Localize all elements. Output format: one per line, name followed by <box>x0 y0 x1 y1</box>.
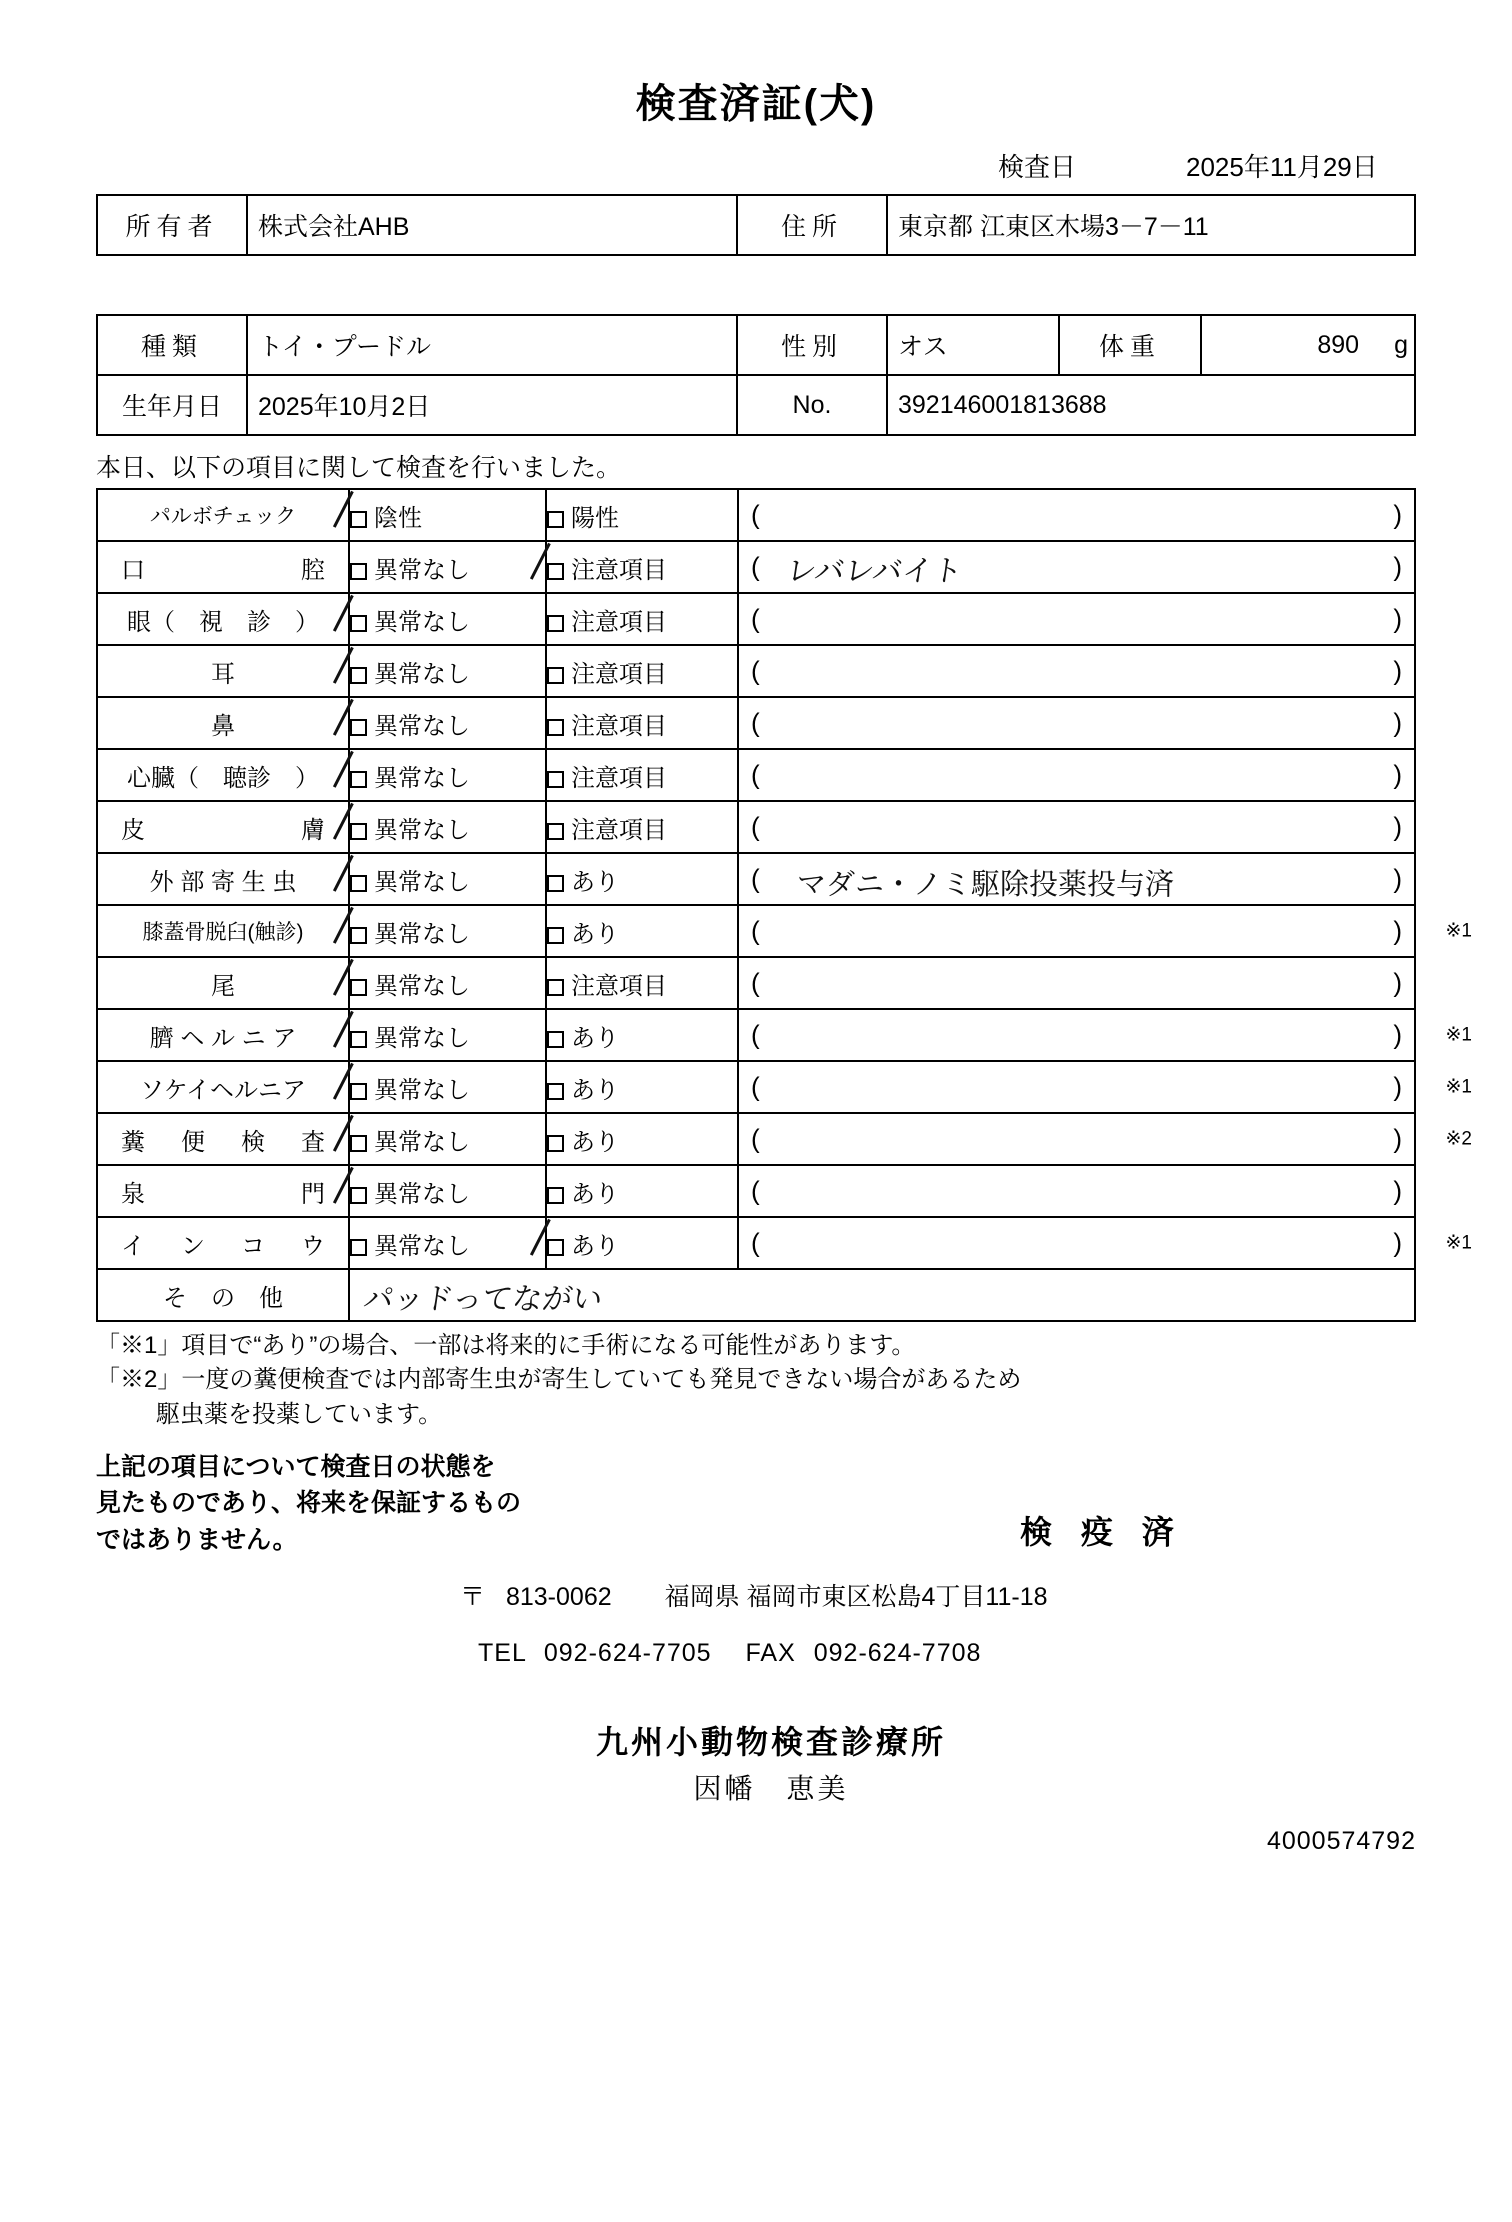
item-label <box>97 593 349 645</box>
item-option-1-label: 異常なし <box>374 920 470 948</box>
owner-row <box>97 195 1415 255</box>
checkbox-icon[interactable] <box>547 719 564 736</box>
item-option-1[interactable] <box>349 749 546 801</box>
exam-date-label: 検査日 <box>997 152 1076 182</box>
item-remark-cell[interactable] <box>738 489 1415 541</box>
item-remark-cell[interactable] <box>738 1009 1472 1061</box>
item-option-1[interactable] <box>349 801 546 853</box>
paren-right: ) <box>1393 915 1402 946</box>
inspection-row <box>97 957 1415 1009</box>
checkbox-icon[interactable] <box>547 1083 564 1100</box>
breed-label: 種類 <box>97 315 247 375</box>
inspection-row <box>97 1113 1415 1165</box>
item-option-1-label: 異常なし <box>374 816 470 844</box>
inspection-row <box>97 697 1415 749</box>
checkbox-icon[interactable] <box>547 1031 564 1048</box>
paren-left: ( <box>751 863 760 894</box>
item-remark-cell[interactable] <box>738 1165 1415 1217</box>
item-label <box>97 1009 349 1061</box>
item-option-2-label: 注意項目 <box>571 972 667 1000</box>
item-label-text: ソケイヘルニア <box>139 1076 307 1104</box>
paren-right: ) <box>1393 863 1402 894</box>
item-option-1-label: 異常なし <box>374 556 470 584</box>
checkbox-icon[interactable] <box>350 771 367 788</box>
footnote-1: 「※1」項目で“あり”の場合、一部は将来的に手術になる可能性があります。 <box>96 1332 916 1359</box>
item-option-2-label: 注意項目 <box>571 816 667 844</box>
item-label-text: 口 腔 <box>121 556 331 584</box>
item-label-text: 尾 <box>211 972 235 1000</box>
zip-symbol: 〒 <box>460 1583 486 1612</box>
checkbox-icon[interactable] <box>350 979 367 996</box>
inspection-row <box>97 1165 1415 1217</box>
disclaimer-line-1: 上記の項目について検査日の状態を <box>96 1453 496 1482</box>
paren-left: ( <box>751 1123 760 1154</box>
item-option-1[interactable] <box>349 1009 546 1061</box>
item-remark-cell[interactable] <box>738 593 1415 645</box>
inspection-items-table <box>96 488 1472 1322</box>
item-label-text: 臍 ヘ ル ニ ア <box>149 1024 297 1052</box>
item-remark-handwriting: マダニ・ノミ駆除投薬投与済 <box>797 867 1175 901</box>
item-option-2[interactable] <box>546 697 738 749</box>
item-label-text: 膝蓋骨脱臼(触診) <box>142 921 304 944</box>
item-remark-cell[interactable] <box>738 1113 1472 1165</box>
paren-right: ) <box>1393 499 1402 530</box>
item-option-2[interactable] <box>546 1165 738 1217</box>
owner-table <box>96 194 1416 256</box>
item-option-1[interactable] <box>349 645 546 697</box>
item-option-1[interactable] <box>349 1061 546 1113</box>
checkbox-icon[interactable] <box>547 1239 564 1256</box>
address-value: 東京都 江東区木場3－7－11 <box>887 195 1415 255</box>
item-option-1-label: 異常なし <box>374 660 470 688</box>
item-remark-cell[interactable] <box>738 801 1415 853</box>
paren-left: ( <box>751 1071 760 1102</box>
item-option-1[interactable] <box>349 1165 546 1217</box>
item-option-1[interactable] <box>349 1113 546 1165</box>
item-option-2[interactable] <box>546 1061 738 1113</box>
item-label <box>97 1217 349 1269</box>
checkbox-icon[interactable] <box>547 771 564 788</box>
item-label <box>97 853 349 905</box>
exam-date-row <box>0 147 1512 184</box>
item-option-2[interactable] <box>546 645 738 697</box>
animal-table <box>96 314 1416 436</box>
item-label <box>97 905 349 957</box>
disclaimer-line-2: 見たものであり、将来を保証するもの <box>96 1489 522 1518</box>
item-option-2[interactable] <box>546 489 738 541</box>
item-label-text: 皮 膚 <box>121 816 331 844</box>
item-label-text: 鼻 <box>211 712 235 740</box>
other-label: そ の 他 <box>97 1269 349 1321</box>
intro-note: 本日、以下の項目に関して検査を行いました。 <box>96 454 622 482</box>
no-label: No. <box>737 375 887 435</box>
item-option-2[interactable] <box>546 957 738 1009</box>
other-row <box>97 1269 1415 1321</box>
paren-left: ( <box>751 915 760 946</box>
checkbox-icon[interactable] <box>547 979 564 996</box>
inspection-row <box>97 905 1415 957</box>
paren-right: ) <box>1393 1123 1402 1154</box>
inspection-row <box>97 749 1415 801</box>
item-option-2[interactable] <box>546 905 738 957</box>
item-option-2[interactable] <box>546 1009 738 1061</box>
item-option-2[interactable] <box>546 1217 738 1269</box>
checkbox-icon[interactable] <box>350 719 367 736</box>
item-label <box>97 957 349 1009</box>
item-option-1-label: 陰性 <box>374 504 422 532</box>
item-option-2-label: あり <box>571 1024 619 1052</box>
veterinarian-name: 因幡 恵美 <box>693 1773 849 1805</box>
item-label-text: 心臓（ 聴診 ） <box>127 764 319 792</box>
item-option-1-label: 異常なし <box>374 1128 470 1156</box>
item-label <box>97 697 349 749</box>
checkbox-icon[interactable] <box>547 1135 564 1152</box>
inspection-row <box>97 541 1415 593</box>
item-option-1-label: 異常なし <box>374 868 470 896</box>
item-option-2-label: あり <box>571 1076 619 1104</box>
item-footnote-marker: ※1 <box>1445 920 1472 942</box>
other-handwriting: パッドってながい <box>361 1282 605 1317</box>
other-value <box>349 1269 1415 1321</box>
address-label: 住所 <box>737 195 887 255</box>
item-option-2[interactable] <box>546 801 738 853</box>
item-remark-handwriting: レバレバイト <box>784 554 965 589</box>
item-option-2-label: あり <box>571 1180 619 1208</box>
checkbox-icon[interactable] <box>350 1083 367 1100</box>
paren-right: ) <box>1393 1227 1402 1258</box>
weight-value: 890 <box>1317 330 1360 359</box>
item-option-2-label: あり <box>571 1128 619 1156</box>
checkbox-icon[interactable] <box>350 1031 367 1048</box>
zip-code: 813-0062 <box>505 1583 612 1612</box>
fax-label: FAX <box>745 1639 796 1668</box>
item-option-1[interactable] <box>349 593 546 645</box>
item-option-2[interactable] <box>546 541 738 593</box>
inspection-row <box>97 1061 1415 1113</box>
disclaimer-line-3: ではありません。 <box>96 1525 298 1554</box>
item-option-1-label: 異常なし <box>374 712 470 740</box>
paren-right: ) <box>1393 811 1402 842</box>
tel-label: TEL <box>478 1639 526 1668</box>
paren-left: ( <box>751 603 760 634</box>
item-option-1-label: 異常なし <box>374 1180 470 1208</box>
paren-right: ) <box>1393 1071 1402 1102</box>
checkbox-icon[interactable] <box>350 823 367 840</box>
item-option-2-label: 注意項目 <box>571 764 667 792</box>
item-option-1-label: 異常なし <box>374 1076 470 1104</box>
inspection-row <box>97 801 1415 853</box>
item-label <box>97 1165 349 1217</box>
item-label-text: パルボチェック <box>149 505 297 528</box>
item-footnote-marker: ※1 <box>1445 1024 1472 1046</box>
checkbox-icon[interactable] <box>547 823 564 840</box>
paren-left: ( <box>751 1175 760 1206</box>
paren-left: ( <box>751 655 760 686</box>
checkbox-icon[interactable] <box>547 927 564 944</box>
item-option-2[interactable] <box>546 593 738 645</box>
item-option-1[interactable] <box>349 489 546 541</box>
item-label <box>97 489 349 541</box>
clinic-address <box>460 1577 1048 1613</box>
paren-right: ) <box>1393 603 1402 634</box>
disclaimer <box>96 1449 521 1558</box>
paren-left: ( <box>751 551 760 582</box>
item-remark-cell[interactable] <box>738 905 1472 957</box>
item-footnote-marker: ※2 <box>1445 1128 1472 1150</box>
item-option-1-label: 異常なし <box>374 1024 470 1052</box>
sex-value: オス <box>887 315 1059 375</box>
item-option-2-label: あり <box>571 920 619 948</box>
weight-unit: g <box>1394 330 1408 359</box>
item-label <box>97 801 349 853</box>
checkbox-icon[interactable] <box>547 875 564 892</box>
item-option-2-label: 注意項目 <box>571 556 667 584</box>
paren-right: ) <box>1393 967 1402 998</box>
inspection-row <box>97 1217 1415 1269</box>
item-label-text: 耳 <box>211 660 235 688</box>
paren-right: ) <box>1393 551 1402 582</box>
item-footnote-marker: ※1 <box>1445 1232 1472 1254</box>
item-label-text: 眼（ 視 診 ） <box>127 608 319 636</box>
item-option-2[interactable] <box>546 853 738 905</box>
item-option-2-label: 注意項目 <box>571 660 667 688</box>
item-label-text: 糞 便 検 査 <box>121 1128 331 1156</box>
item-option-1[interactable] <box>349 853 546 905</box>
paren-right: ) <box>1393 707 1402 738</box>
page-title: 検査済証(犬) <box>635 82 877 126</box>
inspection-row <box>97 1009 1415 1061</box>
checkbox-icon[interactable] <box>350 615 367 632</box>
item-remark-cell[interactable] <box>738 1061 1472 1113</box>
quarantine-stamp: 検 疫 済 <box>1020 1514 1184 1551</box>
item-option-1[interactable] <box>349 957 546 1009</box>
item-option-2[interactable] <box>546 749 738 801</box>
item-option-1[interactable] <box>349 541 546 593</box>
item-label-text: イ ン コ ウ <box>121 1232 331 1260</box>
item-option-1[interactable] <box>349 1217 546 1269</box>
paren-left: ( <box>751 759 760 790</box>
checkbox-icon[interactable] <box>350 1239 367 1256</box>
weight-cell <box>1201 315 1415 375</box>
inspection-row <box>97 853 1415 905</box>
birth-label: 生年月日 <box>97 375 247 435</box>
serial-number: 4000574792 <box>1266 1827 1416 1856</box>
breed-value: トイ・プードル <box>247 315 737 375</box>
item-label <box>97 1061 349 1113</box>
item-remark-cell[interactable] <box>738 541 1415 593</box>
checkbox-icon[interactable] <box>547 667 564 684</box>
sex-label: 性別 <box>737 315 887 375</box>
item-option-2-label: 注意項目 <box>571 608 667 636</box>
item-option-1-label: 異常なし <box>374 972 470 1000</box>
checkbox-icon[interactable] <box>350 875 367 892</box>
item-option-2-label: あり <box>571 868 619 896</box>
item-label-text: 外 部 寄 生 虫 <box>149 868 297 896</box>
footnote-2a: 「※2」一度の糞便検査では内部寄生虫が寄生していても発見できない場合があるため <box>96 1366 1022 1394</box>
item-remark-cell[interactable] <box>738 645 1415 697</box>
item-option-1-label: 異常なし <box>374 608 470 636</box>
checkbox-icon[interactable] <box>547 615 564 632</box>
exam-date-value: 2025年11月29日 <box>1186 152 1378 182</box>
item-option-2[interactable] <box>546 1113 738 1165</box>
item-footnote-marker: ※1 <box>1445 1076 1472 1098</box>
item-option-1[interactable] <box>349 697 546 749</box>
paren-left: ( <box>751 707 760 738</box>
weight-label: 体重 <box>1059 315 1201 375</box>
item-label <box>97 749 349 801</box>
certificate-page <box>0 72 1512 2222</box>
checkbox-icon[interactable] <box>350 563 367 580</box>
paren-right: ) <box>1393 1175 1402 1206</box>
inspection-row <box>97 489 1415 541</box>
item-option-1-label: 異常なし <box>374 764 470 792</box>
inspection-row <box>97 593 1415 645</box>
paren-left: ( <box>751 1227 760 1258</box>
paren-right: ) <box>1393 655 1402 686</box>
clinic-contact <box>478 1639 981 1668</box>
clinic-name: 九州小動物検査診療所 <box>595 1724 946 1761</box>
paren-left: ( <box>751 499 760 530</box>
birth-value: 2025年10月2日 <box>247 375 737 435</box>
owner-value: 株式会社AHB <box>247 195 737 255</box>
owner-label: 所有者 <box>97 195 247 255</box>
checkbox-icon[interactable] <box>547 1187 564 1204</box>
item-label <box>97 645 349 697</box>
paren-left: ( <box>751 811 760 842</box>
item-label <box>97 541 349 593</box>
item-remark-cell[interactable] <box>738 749 1415 801</box>
tel-number: 092-624-7705 <box>543 1639 712 1668</box>
paren-right: ) <box>1393 759 1402 790</box>
item-option-2-label: あり <box>571 1232 619 1260</box>
paren-left: ( <box>751 1019 760 1050</box>
item-label <box>97 1113 349 1165</box>
inspection-row <box>97 645 1415 697</box>
checkbox-icon[interactable] <box>547 563 564 580</box>
item-remark-cell[interactable] <box>738 957 1415 1009</box>
checkbox-icon[interactable] <box>350 667 367 684</box>
item-option-2-label: 陽性 <box>571 504 619 532</box>
paren-left: ( <box>751 967 760 998</box>
item-label-text: 泉 門 <box>121 1180 331 1208</box>
birth-row <box>97 375 1415 435</box>
fax-number: 092-624-7708 <box>813 1639 982 1668</box>
footnotes <box>96 1330 1456 1431</box>
breed-row <box>97 315 1415 375</box>
item-remark-cell[interactable] <box>738 697 1415 749</box>
no-value: 392146001813688 <box>887 375 1415 435</box>
footnote-2b: 駆虫薬を投薬しています。 <box>156 1400 443 1428</box>
checkbox-icon[interactable] <box>350 927 367 944</box>
item-option-1[interactable] <box>349 905 546 957</box>
checkbox-icon[interactable] <box>350 511 367 528</box>
item-remark-cell[interactable] <box>738 1217 1472 1269</box>
paren-right: ) <box>1393 1019 1402 1050</box>
item-remark-cell[interactable] <box>738 853 1415 905</box>
checkbox-icon[interactable] <box>350 1187 367 1204</box>
item-option-2-label: 注意項目 <box>571 712 667 740</box>
clinic-address-text: 福岡県 福岡市東区松島4丁目11-18 <box>664 1583 1048 1612</box>
checkbox-icon[interactable] <box>547 511 564 528</box>
item-option-1-label: 異常なし <box>374 1232 470 1260</box>
spacer-table <box>96 256 1416 314</box>
checkbox-icon[interactable] <box>350 1135 367 1152</box>
